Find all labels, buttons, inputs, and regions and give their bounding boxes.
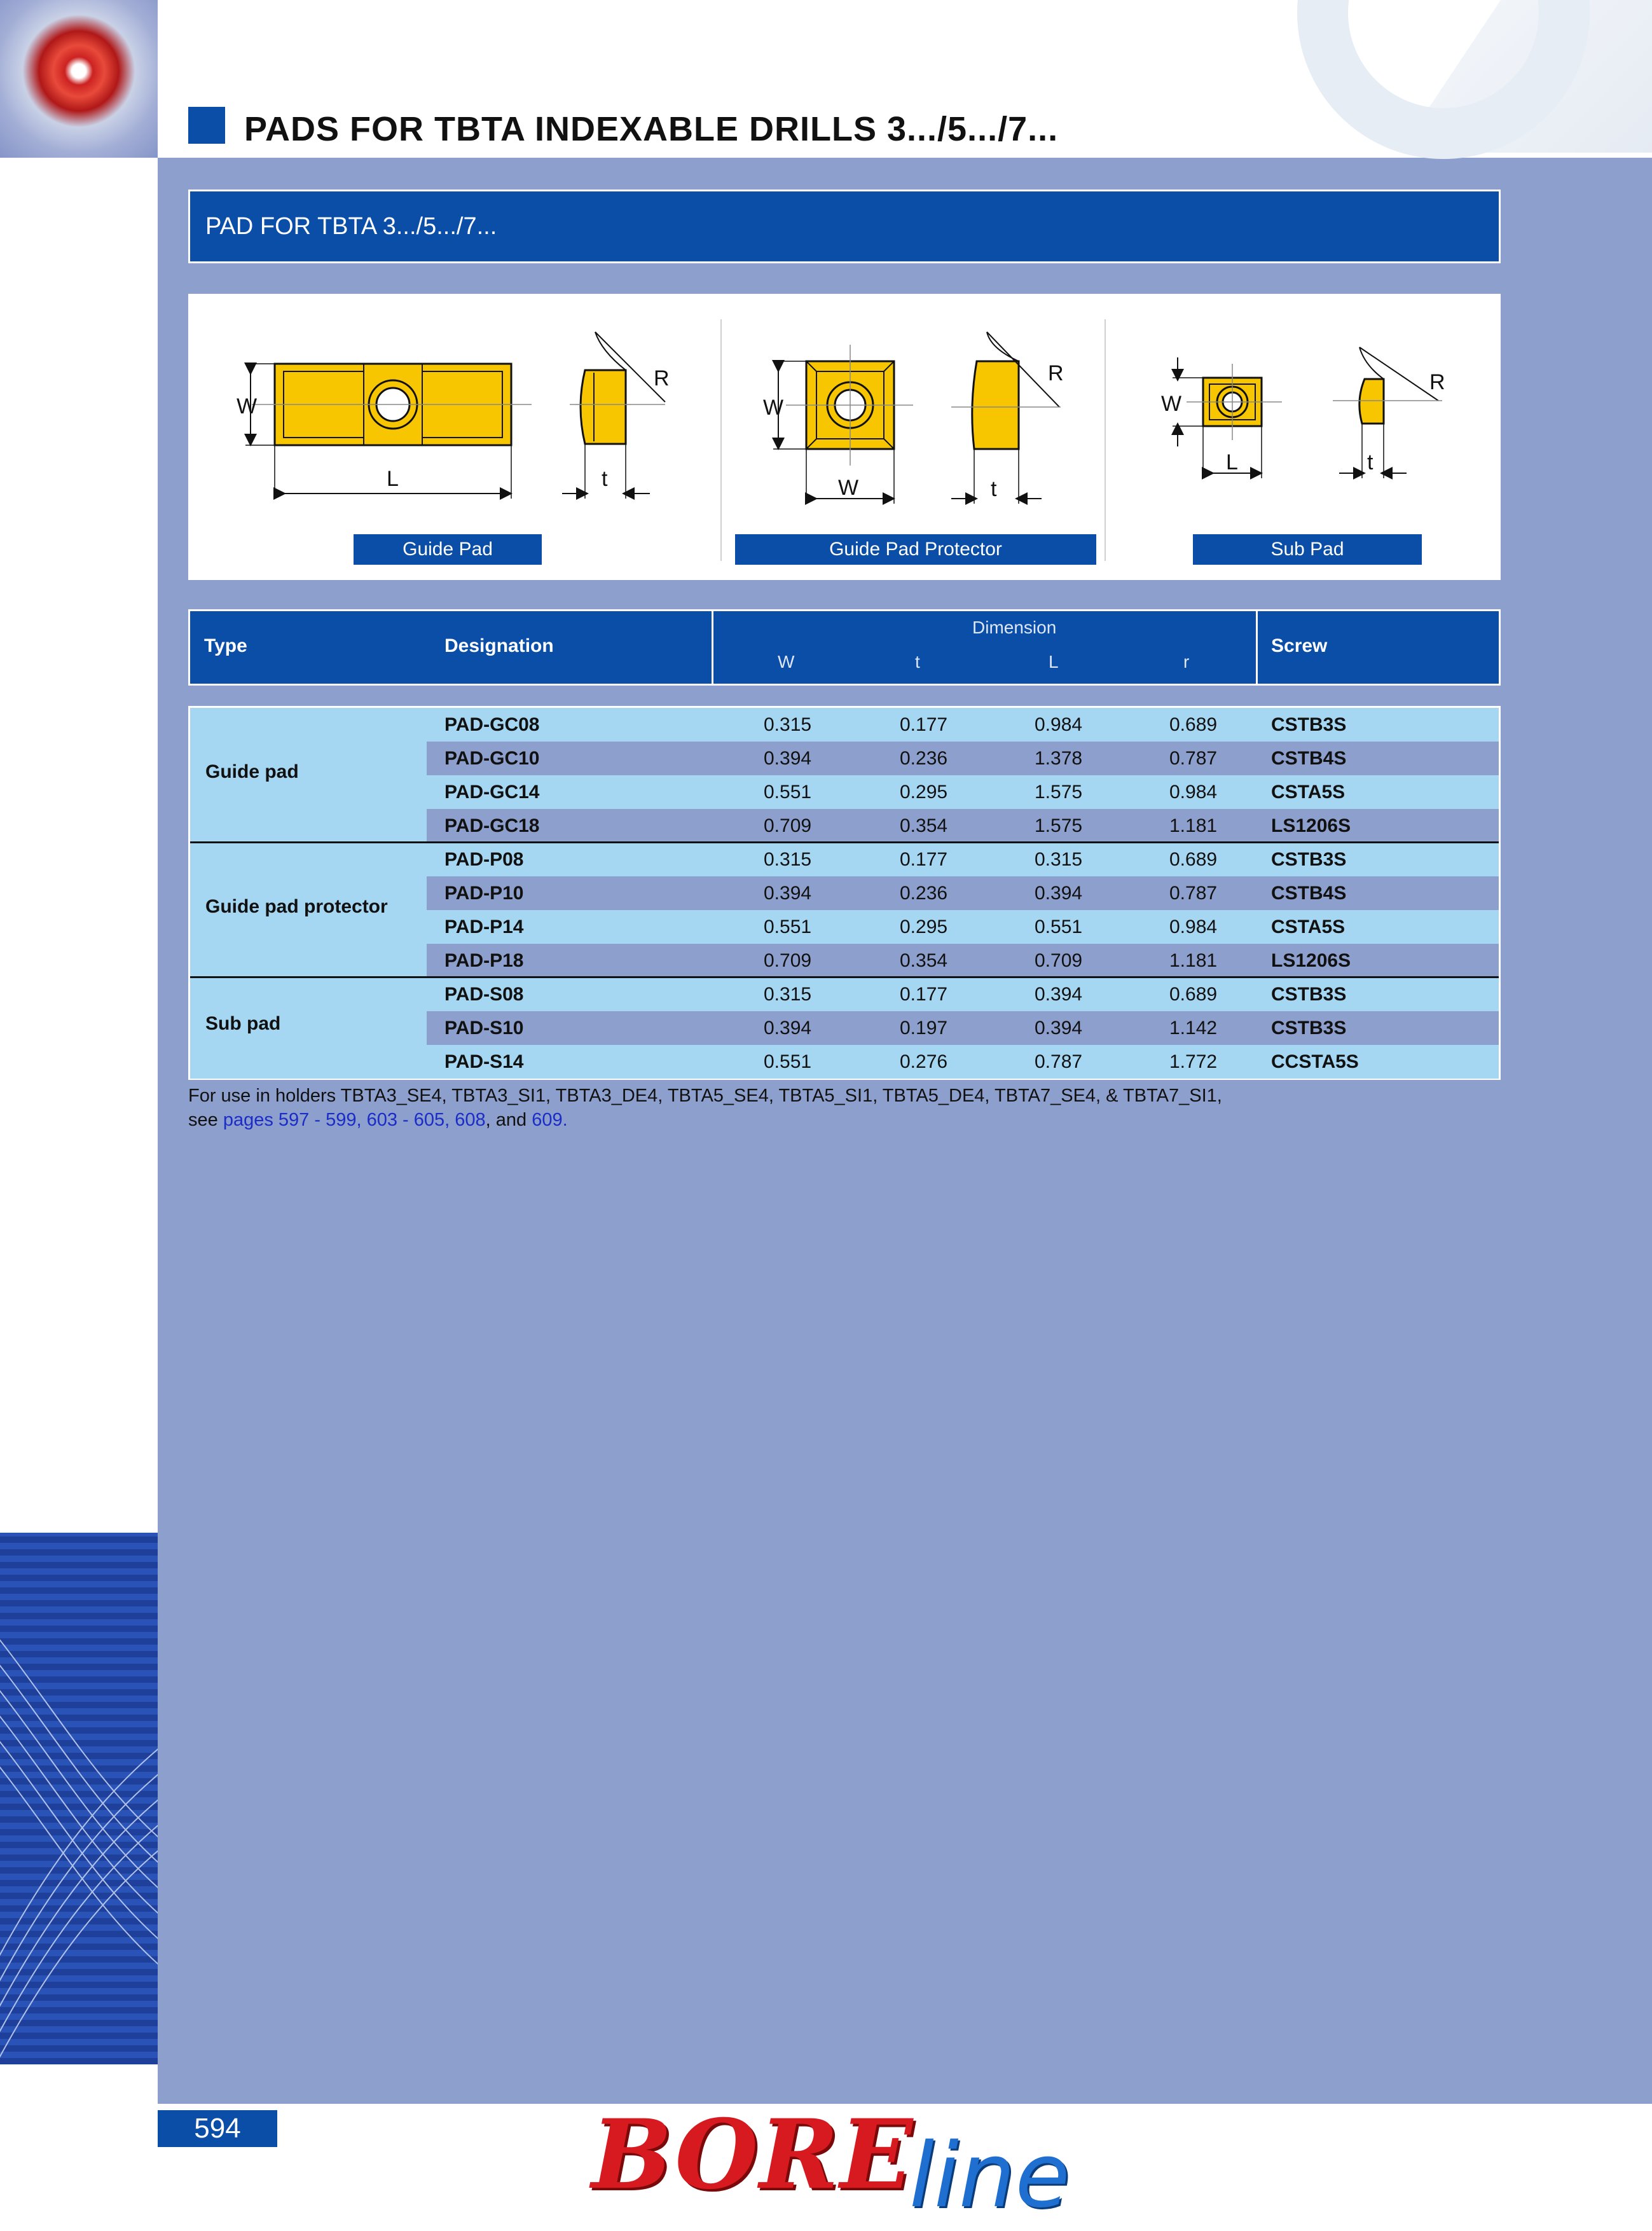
pad-diagrams-panel <box>188 294 1501 580</box>
boreline-logo <box>591 2099 1100 2228</box>
cell-r: 0.689 <box>1169 714 1218 735</box>
cell-r: 1.181 <box>1169 815 1218 836</box>
cell-w: 0.394 <box>764 883 812 904</box>
cell-t: 0.295 <box>900 916 948 937</box>
cell-r: 0.689 <box>1169 849 1218 870</box>
cell-screw: CSTA5S <box>1271 782 1346 803</box>
header-dimension: Dimension <box>972 618 1057 637</box>
logo-line-text: line <box>909 2124 1070 2228</box>
cell-w: 0.315 <box>764 714 812 735</box>
cell-t: 0.276 <box>900 1051 948 1072</box>
cell-t: 0.236 <box>900 883 948 904</box>
cell-r: 1.142 <box>1169 1018 1218 1039</box>
sub-pad-t-letter: t <box>1367 450 1373 474</box>
cell-t: 0.354 <box>900 950 948 971</box>
cell-l: 1.575 <box>1035 782 1083 803</box>
guide-pad-l-letter: L <box>387 467 399 491</box>
cell-designation: PAD-GC08 <box>444 714 540 735</box>
header-l: L <box>1049 652 1059 672</box>
cell-w: 0.551 <box>764 916 812 937</box>
cell-w: 0.709 <box>764 950 812 971</box>
sub-pad-label: Sub Pad <box>1193 534 1422 565</box>
logo-bore-text: BORE <box>591 2099 914 2211</box>
guide-pad-label: Guide Pad <box>354 534 542 565</box>
header-designation: Designation <box>444 635 554 656</box>
cell-w: 0.551 <box>764 1051 812 1072</box>
cell-r: 0.984 <box>1169 782 1218 803</box>
cell-t: 0.354 <box>900 815 948 836</box>
group-divider <box>190 976 1499 978</box>
cell-r: 0.689 <box>1169 984 1218 1005</box>
sub-pad-drawing <box>1161 347 1445 478</box>
footnote-line-1: For use in holders TBTA3_SE4, TBTA3_SI1, TBTA3_DE4, TBTA5_SE4, TBTA5_SI1, TBTA5_DE4, TBTA7_SE4, & TBTA7_SI1, <box>188 1086 1222 1106</box>
cell-designation: PAD-P14 <box>444 916 524 937</box>
sub-pad-l-letter: L <box>1226 450 1238 474</box>
type-cell-guide-pad-protector <box>190 843 427 977</box>
table-header <box>188 609 1501 686</box>
type-cell-sub-pad <box>190 977 427 1078</box>
page-609-link[interactable]: 609 <box>532 1110 563 1130</box>
cell-w: 0.709 <box>764 815 812 836</box>
header-screw: Screw <box>1271 635 1328 656</box>
protector-w-letter: W <box>763 396 784 420</box>
cell-screw: CSTB3S <box>1271 714 1347 735</box>
guide-pad-drawing <box>237 332 670 499</box>
title-marker-square <box>188 107 225 144</box>
protector-w2-letter: W <box>838 476 859 500</box>
sub-pad-w-letter: W <box>1161 392 1182 416</box>
cell-r: 0.984 <box>1169 916 1218 937</box>
sub-pad-r-letter: R <box>1429 370 1445 394</box>
cell-t: 0.197 <box>900 1018 948 1039</box>
header-w: W <box>778 652 795 672</box>
cell-r: 1.772 <box>1169 1051 1218 1072</box>
cell-l: 0.551 <box>1035 916 1083 937</box>
protector-t-letter: t <box>991 477 997 501</box>
cell-l: 1.575 <box>1035 815 1083 836</box>
cell-screw: CSTB3S <box>1271 984 1347 1005</box>
footnote-line-2: see pages 597 - 599, 603 - 605, 608, and 609. <box>188 1110 568 1130</box>
header-r: r <box>1183 652 1190 672</box>
cell-l: 0.709 <box>1035 950 1083 971</box>
pads-table <box>188 706 1501 1080</box>
cell-r: 0.787 <box>1169 883 1218 904</box>
guide-pad-protector-label: Guide Pad Protector <box>735 534 1096 565</box>
header-t: t <box>915 652 920 672</box>
page-title: PADS FOR TBTA INDEXABLE DRILLS 3.../5.../7... <box>244 110 1059 148</box>
cell-w: 0.394 <box>764 1018 812 1039</box>
type-label: Guide pad protector <box>205 896 388 917</box>
type-cell-guide-pad <box>190 708 427 843</box>
footnote <box>188 1084 1222 1132</box>
cell-l: 0.315 <box>1035 849 1083 870</box>
protector-r-letter: R <box>1048 361 1064 385</box>
cell-screw: CSTB3S <box>1271 849 1347 870</box>
cell-screw: LS1206S <box>1271 815 1351 836</box>
cell-screw: CSTB3S <box>1271 1018 1347 1039</box>
wave-pattern-decoration <box>0 1533 158 2064</box>
pages-603-605-link[interactable]: 603 - 605 <box>366 1110 445 1130</box>
cell-w: 0.394 <box>764 748 812 769</box>
guide-pad-protector-drawing <box>763 332 1064 504</box>
cell-l: 1.378 <box>1035 748 1083 769</box>
corner-photo-decoration <box>0 0 158 158</box>
type-label: Sub pad <box>205 1013 281 1034</box>
cell-r: 1.181 <box>1169 950 1218 971</box>
cell-t: 0.177 <box>900 714 948 735</box>
wave-lines-icon <box>0 1533 158 2064</box>
cell-t: 0.295 <box>900 782 948 803</box>
cell-screw: CCSTA5S <box>1271 1051 1359 1072</box>
cell-designation: PAD-GC14 <box>444 782 540 803</box>
type-label: Guide pad <box>205 761 299 782</box>
guide-pad-r-letter: R <box>654 366 670 390</box>
cell-screw: CSTA5S <box>1271 916 1346 937</box>
pages-597-599-link[interactable]: 597 - 599 <box>278 1110 357 1130</box>
cell-designation: PAD-P10 <box>444 883 524 904</box>
cell-t: 0.177 <box>900 849 948 870</box>
cell-designation: PAD-GC18 <box>444 815 540 836</box>
cell-l: 0.394 <box>1035 984 1083 1005</box>
cell-designation: PAD-P18 <box>444 950 524 971</box>
page-number: 594 <box>158 2110 277 2147</box>
cell-w: 0.315 <box>764 849 812 870</box>
cell-designation: PAD-P08 <box>444 849 524 870</box>
cell-designation: PAD-S14 <box>444 1051 524 1072</box>
page-608-link[interactable]: 608 <box>455 1110 486 1130</box>
pages-link[interactable]: pages <box>223 1110 273 1130</box>
cell-screw: CSTB4S <box>1271 748 1347 769</box>
cell-l: 0.394 <box>1035 883 1083 904</box>
group-divider <box>190 841 1499 843</box>
cell-designation: PAD-GC10 <box>444 748 540 769</box>
cell-w: 0.551 <box>764 782 812 803</box>
cell-w: 0.315 <box>764 984 812 1005</box>
cell-l: 0.394 <box>1035 1018 1083 1039</box>
cell-screw: CSTB4S <box>1271 883 1347 904</box>
cell-r: 0.787 <box>1169 748 1218 769</box>
cell-screw: LS1206S <box>1271 950 1351 971</box>
cell-l: 0.787 <box>1035 1051 1083 1072</box>
header-type: Type <box>204 635 247 656</box>
cell-designation: PAD-S10 <box>444 1018 524 1039</box>
guide-pad-w-letter: W <box>237 394 258 418</box>
cell-l: 0.984 <box>1035 714 1083 735</box>
cell-t: 0.236 <box>900 748 948 769</box>
guide-pad-t-letter: t <box>602 467 608 491</box>
cell-t: 0.177 <box>900 984 948 1005</box>
cell-designation: PAD-S08 <box>444 984 524 1005</box>
section-title: PAD FOR TBTA 3.../5.../7... <box>188 190 1501 263</box>
